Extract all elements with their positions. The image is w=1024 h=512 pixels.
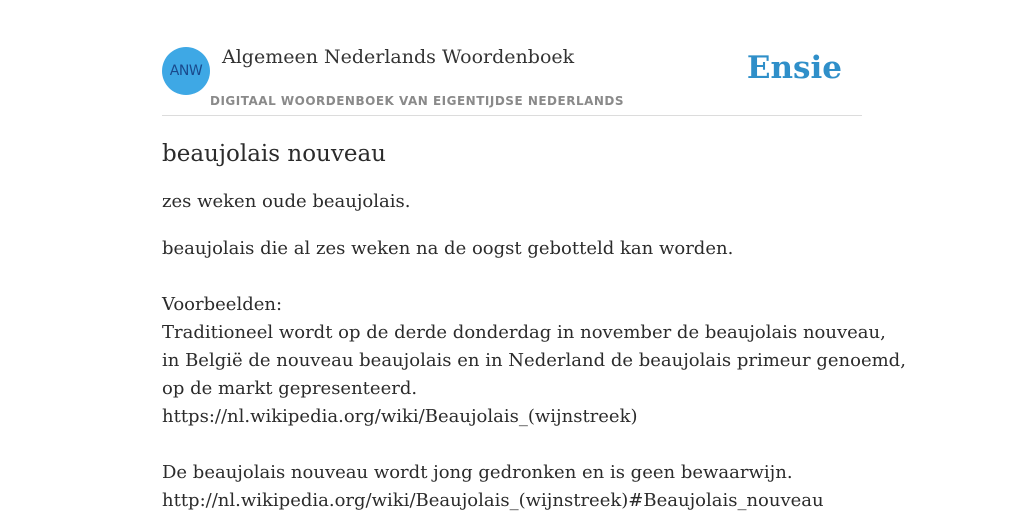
entry-content xyxy=(162,138,906,512)
example-1-line-1: Traditioneel wordt op de derde donderdag in november de beaujolais nouveau, xyxy=(162,322,886,343)
examples-label: Voorbeelden: xyxy=(162,294,283,315)
spacer xyxy=(162,263,862,291)
long-definition-block xyxy=(162,235,906,512)
long-definition: beaujolais die al zes weken na de oogst gebotteld kan worden. xyxy=(162,238,734,259)
example-1-line-2: in België de nouveau beaujolais en in Nederland de beaujolais primeur genoemd, xyxy=(162,350,906,371)
example-1-source: https://nl.wikipedia.org/wiki/Beaujolais_(wijnstreek) xyxy=(162,406,638,427)
example-2-text: De beaujolais nouveau wordt jong gedronken en is geen bewaarwijn. xyxy=(162,462,793,483)
logo-text: ANW xyxy=(169,63,203,79)
site-header xyxy=(162,0,862,116)
example-2-source: http://nl.wikipedia.org/wiki/Beaujolais_(wijnstreek)#Beaujolais_nouveau xyxy=(162,490,824,511)
site-subtitle: DIGITAAL WOORDENBOEK VAN EIGENTIJDSE NEDERLANDS xyxy=(210,94,625,108)
ensie-brand-link[interactable]: Ensie xyxy=(746,50,842,86)
anw-logo[interactable] xyxy=(162,47,210,95)
spacer xyxy=(162,431,862,459)
example-1-line-3: op de markt gepresenteerd. xyxy=(162,378,418,399)
headword: beaujolais nouveau xyxy=(162,141,386,167)
site-title[interactable]: Algemeen Nederlands Woordenboek xyxy=(222,46,575,68)
short-definition: zes weken oude beaujolais. xyxy=(162,191,411,212)
